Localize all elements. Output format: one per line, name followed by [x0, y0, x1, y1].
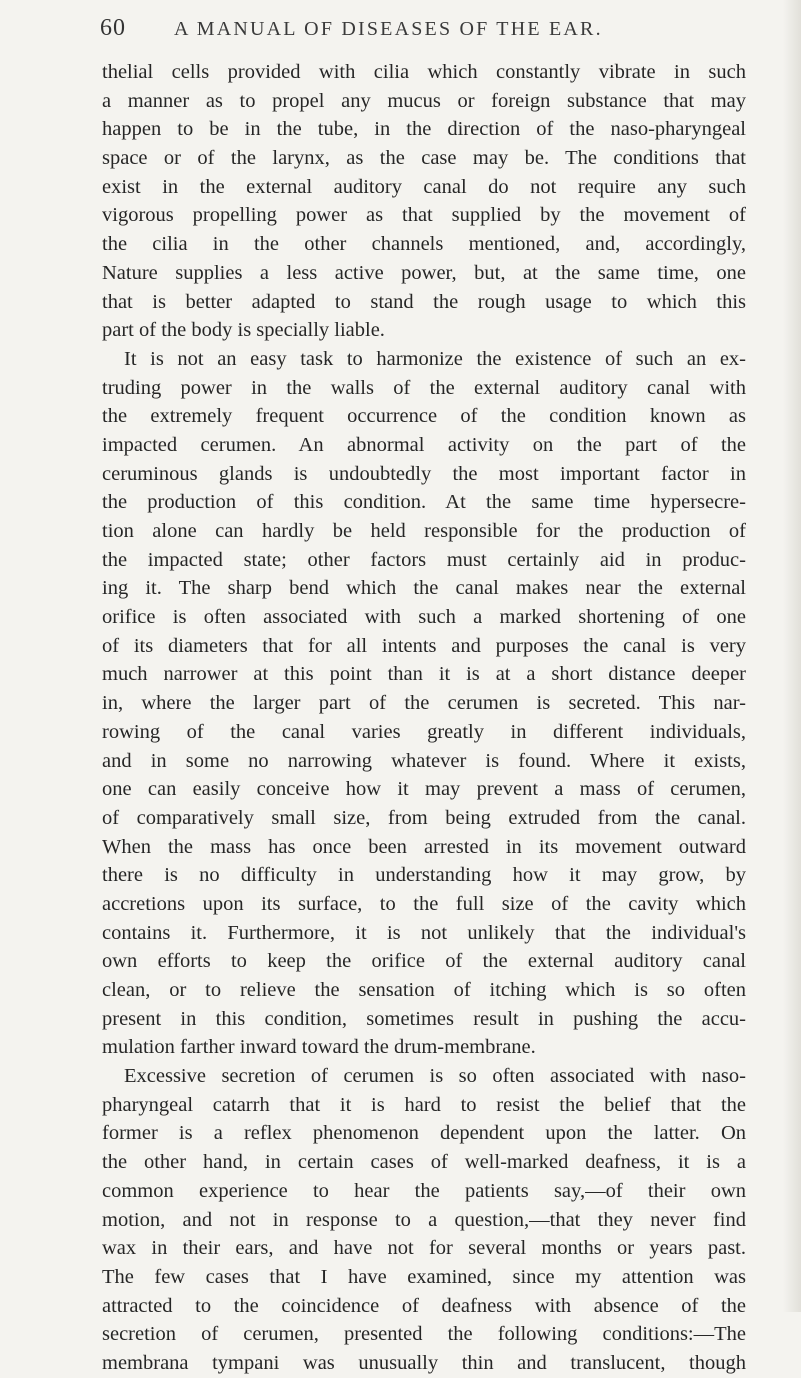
- text-line: present in this condition, sometimes result in pushing the accu-: [102, 1007, 746, 1030]
- text-line: pharyngeal catarrh that it is hard to resist the belief that the: [102, 1093, 746, 1116]
- page-edge-shadow: [783, 0, 801, 1312]
- text-line: tion alone can hardly be held responsible for the production of: [102, 520, 746, 542]
- text-line: ing it. The sharp bend which the canal makes near the external: [102, 577, 746, 600]
- paragraph-start-line: Excessive secretion of cerumen is so often associated with naso-: [124, 1065, 746, 1088]
- text-line: vigorous propelling power as that supplied by the movement of: [102, 204, 746, 227]
- text-line: much narrower at this point than it is at a short distance deeper: [102, 663, 746, 686]
- running-head: [100, 15, 740, 45]
- running-title: A MANUAL OF DISEASES OF THE EAR.: [174, 18, 603, 40]
- text-line: that is better adapted to stand the rough usage to which this: [102, 290, 746, 313]
- text-line: truding power in the walls of the external auditory canal with: [102, 376, 746, 399]
- text-line: membrana tympani was unusually thin and translucent, though: [102, 1351, 746, 1374]
- text-line: The few cases that I have examined, since my attention was: [102, 1265, 746, 1288]
- text-line: accretions upon its surface, to the full size of the cavity which: [102, 892, 746, 915]
- text-line: attracted to the coincidence of deafness with absence of the: [102, 1294, 746, 1317]
- text-line: contains it. Furthermore, it is not unlikely that the individual's: [102, 921, 746, 944]
- text-line: mulation farther inward toward the drum-membrane.: [102, 1036, 536, 1059]
- text-line: and in some no narrowing whatever is found. Where it exists,: [102, 749, 746, 772]
- text-line: of comparatively small size, from being extruded from the canal.: [102, 806, 746, 829]
- text-line: in, where the larger part of the cerumen is secreted. This nar-: [102, 692, 746, 715]
- text-line: the production of this condition. At the same time hypersecre-: [102, 491, 746, 514]
- text-line: space or of the larynx, as the case may be. The conditions that: [102, 147, 746, 170]
- text-line: the extremely frequent occurrence of the condition known as: [102, 405, 746, 428]
- text-line: happen to be in the tube, in the direction of the naso-pharyngeal: [102, 118, 746, 141]
- text-line: thelial cells provided with cilia which constantly vibrate in such: [102, 61, 746, 83]
- text-line: of its diameters that for all intents and purposes the canal is very: [102, 634, 746, 657]
- text-line: part of the body is specially liable.: [102, 319, 385, 342]
- text-line: exist in the external auditory canal do not require any such: [102, 175, 746, 198]
- text-line: orifice is often associated with such a marked shortening of one: [102, 606, 746, 629]
- text-line: own efforts to keep the orifice of the external auditory canal: [102, 950, 746, 973]
- text-line: one can easily conceive how it may prevent a mass of cerumen,: [102, 778, 746, 801]
- text-line: common experience to hear the patients say,—of their own: [102, 1179, 746, 1202]
- text-line: clean, or to relieve the sensation of itching which is so often: [102, 979, 746, 1001]
- text-line: the cilia in the other channels mentioned, and, accordingly,: [102, 233, 746, 256]
- text-line: Nature supplies a less active power, but, at the same time, one: [102, 261, 746, 284]
- text-line: the other hand, in certain cases of well-marked deafness, it is a: [102, 1151, 746, 1174]
- text-line: motion, and not in response to a question,—that they never find: [102, 1208, 746, 1231]
- page-number: 60: [100, 15, 126, 41]
- text-line: rowing of the canal varies greatly in different individuals,: [102, 720, 746, 743]
- text-line: the impacted state; other factors must certainly aid in produc-: [102, 548, 746, 571]
- paragraph-start-line: It is not an easy task to harmonize the existence of such an ex-: [124, 347, 746, 370]
- text-line: a manner as to propel any mucus or foreign substance that may: [102, 89, 746, 112]
- body-text: [102, 58, 746, 1378]
- text-line: there is no difficulty in understanding how it may grow, by: [102, 864, 746, 887]
- text-line: secretion of cerumen, presented the following conditions:—The: [102, 1323, 746, 1346]
- text-line: ceruminous glands is undoubtedly the most important factor in: [102, 462, 746, 485]
- text-line: wax in their ears, and have not for several months or years past.: [102, 1237, 746, 1260]
- text-line: When the mass has once been arrested in its movement outward: [102, 835, 746, 858]
- text-line: former is a reflex phenomenon dependent upon the latter. On: [102, 1122, 746, 1145]
- text-line: impacted cerumen. An abnormal activity on the part of the: [102, 433, 746, 456]
